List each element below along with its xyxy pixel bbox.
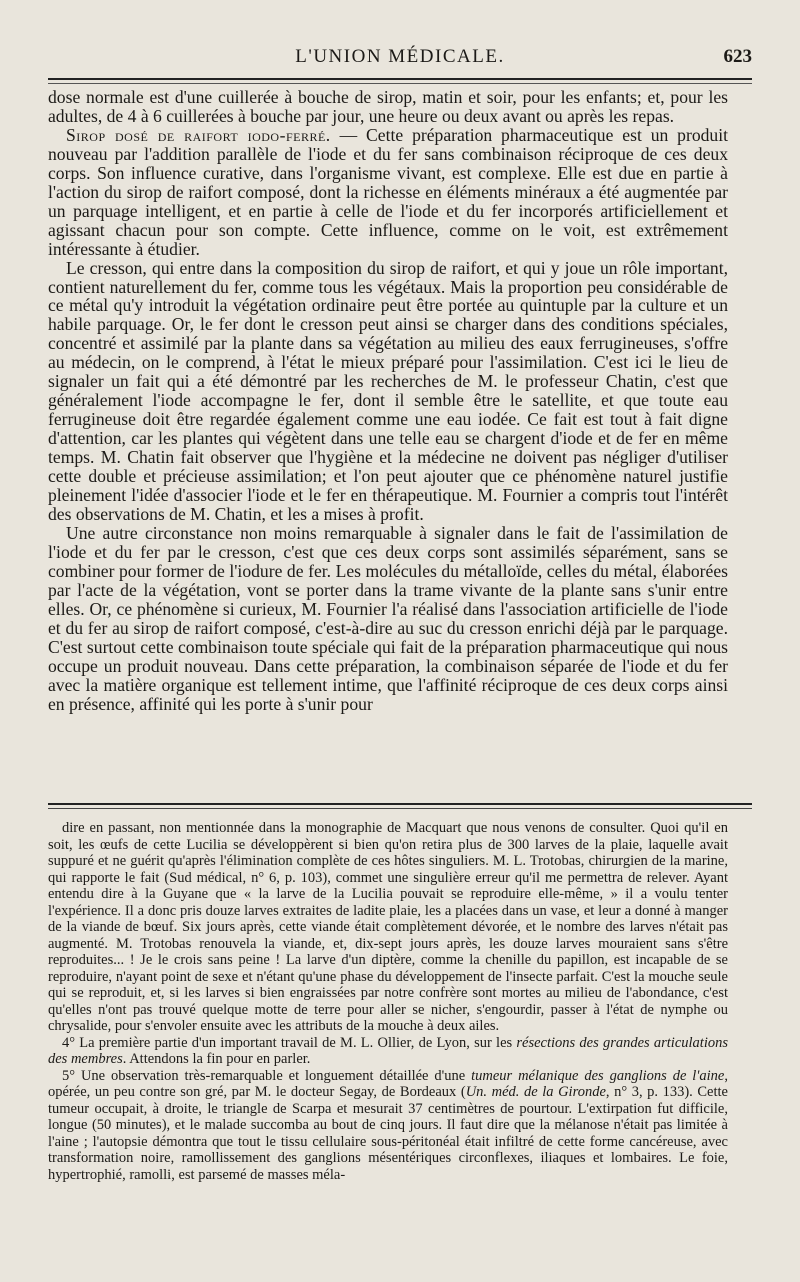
paragraph (48, 126, 728, 259)
section-heading: Sirop dosé de raifort iodo-ferré. (66, 124, 331, 145)
page-header (48, 46, 752, 76)
footnote-paragraph (48, 1035, 728, 1068)
text-run: 5° Une observation très-remarquable et longuement détaillée d'une (62, 1067, 472, 1084)
paragraph: Une autre circonstance non moins remarquable à signaler dans le fait de l'assimilation de l'iode et du fer par le cresson, c'est que ces deux corps sont assimilés séparément, sans se combiner pour former de l'iodure de fer. Les molécules du métalloïde, celles du métal, élaborées par l'acte de la végétation, vont se porter dans la trame vivante de la plante sans s'unir entre elles. Or, ce phénomène si curieux, M. Fournier l'a réalisé dans l'association artificielle de l'iode et du fer au sirop de raifort composé, c'est-à-dire au suc du cresson enrichi déjà par le parquage. C'est surtout cette combinaison toute spéciale qui fait de la préparation pharmaceutique qui nous occupe un produit nouveau. Dans cette préparation, la combinaison séparée de l'iode et du fer avec la matière organique est tellement intime, que l'affinité réciproque de ces deux corps ainsi en présence, affinité qui les porte à s'unir pour (48, 522, 728, 714)
header-rule (48, 78, 752, 80)
text-run: . Attendons la fin pour en parler. (122, 1051, 311, 1067)
italic-run: Un. méd. de la Gironde (465, 1084, 606, 1100)
main-text (48, 88, 728, 713)
running-title: L'UNION MÉDICALE. (295, 46, 505, 67)
text-run: 4° La première partie d'un important travail de M. L. Ollier, de Lyon, sur les (62, 1034, 517, 1051)
paragraph: dose normale est d'une cuillerée à bouche de sirop, matin et soir, pour les enfants; et, pour les adultes, de 4 à 6 cuillerées à bouche par jour, une heure ou deux avant ou après les repas. (48, 87, 728, 126)
footnote-separator (48, 803, 752, 805)
page-number: 623 (723, 46, 752, 67)
paragraph-body: — Cette préparation pharmaceutique est un produit nouveau par l'addition parallèle de l'iode et du fer sans combinaison réciproque de ces deux corps. Son influence curative, dans l'organisme vivant, est complexe. Elle est due en partie à l'action du sirop de raifort composé, dont la richesse en éléments minéraux a été augmentée par un parquage intelligent, et en partie à celle de l'iode et du fer incorporés artificiellement et agissant chacun pour son compte. Cette influence, comme on le voit, est extrêmement intéressante à étudier. (48, 124, 729, 259)
footnote-paragraph (48, 1068, 728, 1184)
text-run: , n° 3, p. 133). Cette tumeur occupait, à droite, le triangle de Scarpa et mesurait 37 centimètres de pourtour. L'extirpation fut difficile, longue (50 minutes), et le malade succomba au bout de cinq jours. Il faut dire que la mélanose n'était pas limitée à l'aine ; l'autopsie démontra que tout le tissu cellulaire sous-péritonéal était infiltré de cette forme cancéreuse, avec transformation noire, ramollissement des ganglions mésentériques circonflexes, iliaques et lombaires. Le foie, hypertrophié, ramolli, est parsemé de masses méla- (48, 1084, 728, 1183)
text-run: , opérée, un peu contre son gré, par M. le docteur Segay, de Bordeaux ( (48, 1067, 728, 1100)
italic-run: résections des grandes articulations des membres (48, 1034, 728, 1067)
italic-run: tumeur mélanique des ganglions de l'aine (471, 1067, 725, 1084)
paragraph: Le cresson, qui entre dans la composition du sirop de raifort, et qui y joue un rôle important, contient naturellement du fer, comme tous les végétaux. Mais la proportion peu considérable de ce métal qu'y introduit la végétation ordinaire peut être portée au quintuple par la culture et un habile parquage. Or, le fer dont le cresson peut ainsi se charger dans des conditions spéciales, concentré et assimilé par la plante dans sa végétation au milieu des eaux ferrugineuses, s'offre au médecin, on le comprend, à l'état le mieux préparé pour l'assimilation. C'est ici le lieu de signaler un fait qui a été démontré par les recherches de M. le professeur Chatin, c'est que généralement l'iode accompagne le fer, dont il semble être le satellite, et que toute eau ferrugineuse doit être regardée également comme une eau iodée. Ce fait est tout à fait digne d'attention, car les plantes qui végètent dans une telle eau se chargent d'iode et de fer en même temps. M. Chatin fait observer que l'hygiène et la médecine ne doivent pas négliger d'utiliser cette double et précieuse assimilation; et l'on peut ajouter que ce phénomène naturel justifie pleinement l'idée d'associer l'iode et le fer en thérapeutique. M. Fournier a compris tout l'intérêt des observations de M. Chatin, et les a mises à profit. (48, 257, 728, 524)
footnote-separator-thin (48, 808, 752, 809)
footnote-paragraph: dire en passant, non mentionnée dans la monographie de Macquart que nous venons de consulter. Quoi qu'il en soit, les œufs de cette Lucilia se développèrent si bien qu'on retira plus de 300 larves de la plaie, laquelle avait suppuré et ne guérit qu'après l'élimination complète de ces hôtes singuliers. M. L. Trotobas, chirurgien de la marine, qui rapporte le fait (Sud médical, n° 6, p. 103), commet une singulière erreur qu'il me permettra de relever. Ayant entendu dire à la Guyane que « la larve de la Lucilia pouvait se reproduire elle-même, » il a voulu tenter l'expérience. Il a donc pris douze larves extraites de ladite plaie, les a placées dans un vase, et leur a donné à manger de la viande de bœuf. Six jours après, cette viande était complètement dévorée, et le nombre des larves n'était pas augmenté. M. Trotobas renouvela la viande, et, dix-sept jours après, les douze larves mouraient sans s'être reproduites... ! Je le crois sans peine ! La larve d'un diptère, comme la chenille du papillon, est incapable de se reproduire, n'ayant point de sexe et n'étant qu'une phase du développement de l'insecte parfait. C'est la mouche seule qui se reproduit, et, si les larves si bien engraissées par notre confrère sont mortes au milieu de l'abondance, c'est qu'elles n'ont pas trouvé quelque motte de terre pour aller se nicher, s'engourdir, passer à l'état de nymphe ou chrysalide, pour s'envoler ensuite avec les attributs de la mouche à deux ailes. (48, 820, 728, 1034)
header-rule-thin (48, 83, 752, 84)
footnotes (48, 820, 728, 1183)
